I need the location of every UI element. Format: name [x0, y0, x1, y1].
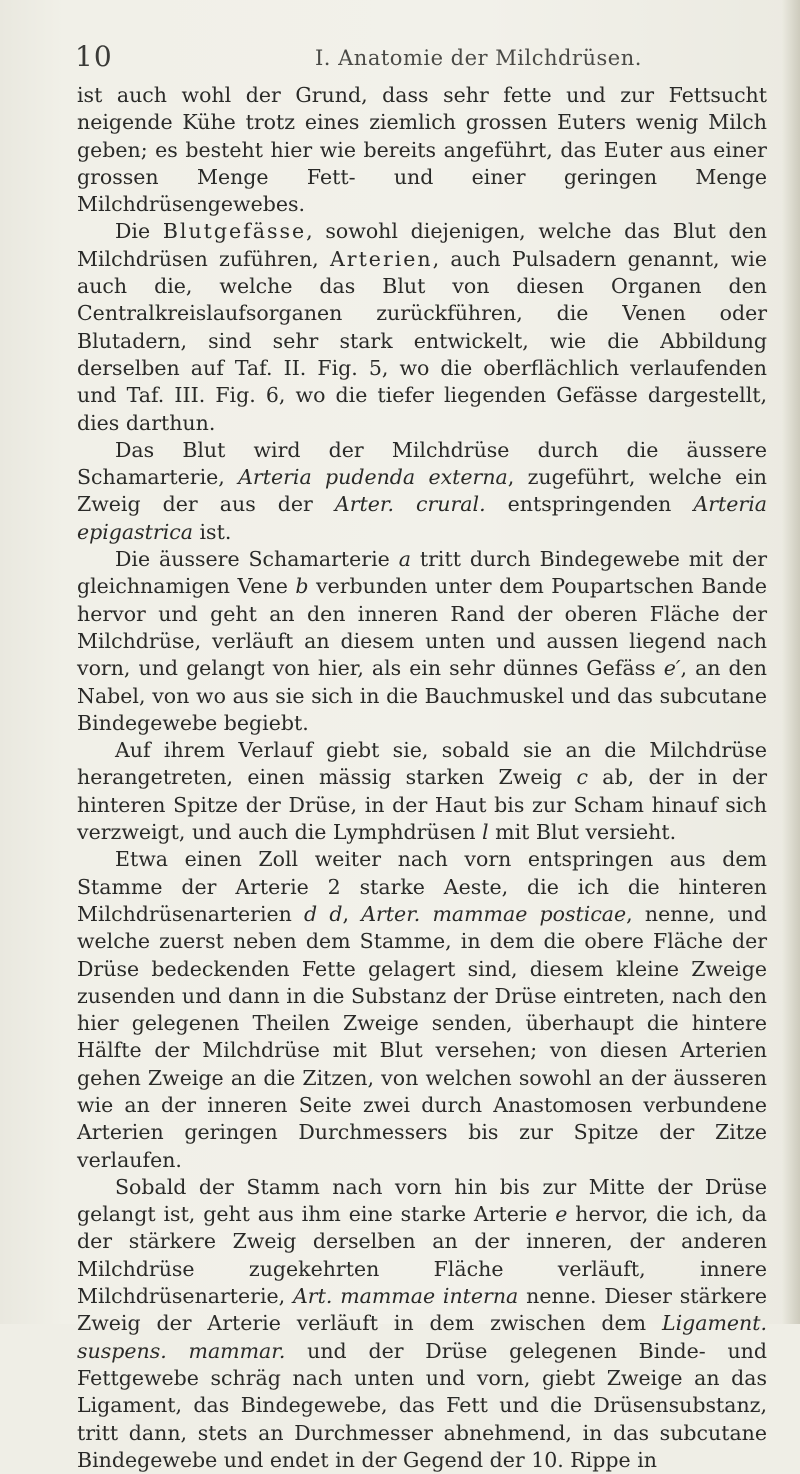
- paragraph: [77, 437, 767, 546]
- text-run: , nenne, und welche zuerst neben dem Stamme, in dem die obere Fläche der Drüse bedeckenden Fette gelagert sind, diesem kleine Zweige zusenden und dann in die Substanz der Drüse eintreten, nach den hier gelegenen Theilen Zweige senden, überhaupt die hintere Hälfte der Milchdrüse mit Blut versehen; von diesen Arterien gehen Zweige an die Zitzen, von welchen sowohl an der äusseren wie an der inneren Seite zwei durch Anastomosen verbundene Arterien geringen Durchmessers bis zur Spitze der Zitze verlaufen.: [77, 901, 767, 1172]
- paragraph: [77, 846, 767, 1174]
- text-run: hervor, die ich, da der stärkere Zweig derselben an der inneren, der anderen Milchdrüse zugekehrten Fläche verläuft, innere Milchdrüsenarterie,: [77, 1202, 768, 1309]
- text-run: verbunden unter dem Poupartschen Bande hervor und geht an den inneren Rand der oberen Fläche der Milchdrüse, verläuft an diesem unten und aussen liegend nach vorn, und gelangt von hier, als ein sehr dünnes Gefäss: [77, 574, 767, 681]
- italic-term: Ligament. suspens. mammar.: [77, 1311, 767, 1363]
- text-run: Etwa einen Zoll weiter nach vorn entspringen aus dem Stamme der Arterie 2 starke Aeste, die ich die hinteren Milchdrüsenarterien: [77, 847, 767, 926]
- text-run: , sowohl diejenigen, welche das Blut den Milchdrüsen zuführen,: [77, 219, 768, 271]
- text-run: nenne. Dieser stärkere Zweig der Arterie verläuft in dem zwischen dem: [77, 1284, 768, 1336]
- italic-term: e′: [663, 656, 681, 681]
- italic-term: Arter. crural.: [334, 492, 486, 517]
- paragraph: [77, 737, 767, 846]
- italic-term: e: [555, 1202, 568, 1227]
- italic-term: c: [576, 765, 588, 790]
- italic-term: Arteria pudenda externa: [238, 465, 508, 490]
- text-run: entspringenden: [485, 492, 694, 517]
- text-run: ist.: [192, 519, 232, 544]
- italic-term: Art. mammae interna: [293, 1284, 519, 1309]
- text-run: ab, der in der hinteren Spitze der Drüse, in der Haut bis zur Scham hinauf sich verzweigt, und auch die Lymphdrüsen: [77, 765, 767, 845]
- italic-term: b: [295, 574, 309, 599]
- italic-term: Arteria epigastrica: [77, 492, 767, 544]
- text-run: Das Blut wird der Milchdrüse durch die äussere Schamarterie,: [77, 437, 767, 490]
- text-run: Auf ihrem Verlauf giebt sie, sobald sie an die Milchdrüse herangetreten, einen mässig starken Zweig: [77, 738, 767, 790]
- text-run: , auch Pulsadern genannt, wie auch die, welche das Blut von diesen Organen den Centralkreislaufsorganen zurückführen, die Venen oder Blutadern, sind sehr stark entwickelt, wie die Abbildung derselben auf Taf. II. Fig. 5, wo die oberflächlich verlaufenden und Taf. III. Fig. 6, wo die tiefer liegenden Gefässe dargestellt, dies darthun.: [77, 246, 767, 435]
- text-run: , an den Nabel, von wo aus sie sich in die Bauchmuskel und das subcutane Bindegewebe begiebt.: [77, 656, 767, 735]
- paragraph: [77, 218, 767, 436]
- text-run: Die: [115, 219, 163, 244]
- italic-term: a: [398, 547, 411, 572]
- spaced-term: Blutgefässe: [162, 219, 307, 244]
- page-header: [0, 40, 800, 80]
- text-run: tritt durch Bindegewebe mit der gleichnamigen Vene: [77, 547, 767, 599]
- page-number: 10: [75, 40, 113, 73]
- text-run: Die äussere Schamarterie: [115, 547, 399, 572]
- paragraph: [77, 82, 767, 218]
- text-run: , zugeführt, welche ein Zweig der aus der: [77, 465, 767, 517]
- page-edge-shadow: [782, 0, 800, 1324]
- text-run: mit Blut versieht.: [488, 820, 677, 845]
- text-run: ist auch wohl der Grund, dass sehr fette und zur Fettsucht neigende Kühe trotz eines ziemlich grossen Euters wenig Milch geben; es besteht hier wie bereits angeführt, das Euter aus einer grossen Menge Fett- und einer geringen Menge Milchdrüsengewebes.: [77, 83, 767, 217]
- text-run: Sobald der Stamm nach vorn hin bis zur Mitte der Drüse gelangt ist, geht aus ihm eine starke Arterie: [77, 1174, 767, 1227]
- italic-term: d d: [304, 901, 343, 926]
- text-run: und der Drüse gelegenen Binde- und Fettgewebe schräg nach unten und vorn, giebt Zweige an das Ligament, das Bindegewebe, das Fett und die Drüsensubstanz, tritt dann, stets an Durchmesser abnehmend, in das subcutane Bindegewebe und endet in der Gegend der 10. Rippe in: [77, 1338, 767, 1472]
- text-run: ,: [342, 901, 362, 926]
- paragraph: [77, 546, 767, 737]
- spaced-term: Arterien: [329, 246, 433, 271]
- italic-term: Arter. mammae posticae: [361, 901, 627, 926]
- running-head: I. Anatomie der Milchdrüsen.: [315, 46, 642, 70]
- body-text: [77, 82, 767, 1474]
- italic-term: l: [482, 820, 489, 845]
